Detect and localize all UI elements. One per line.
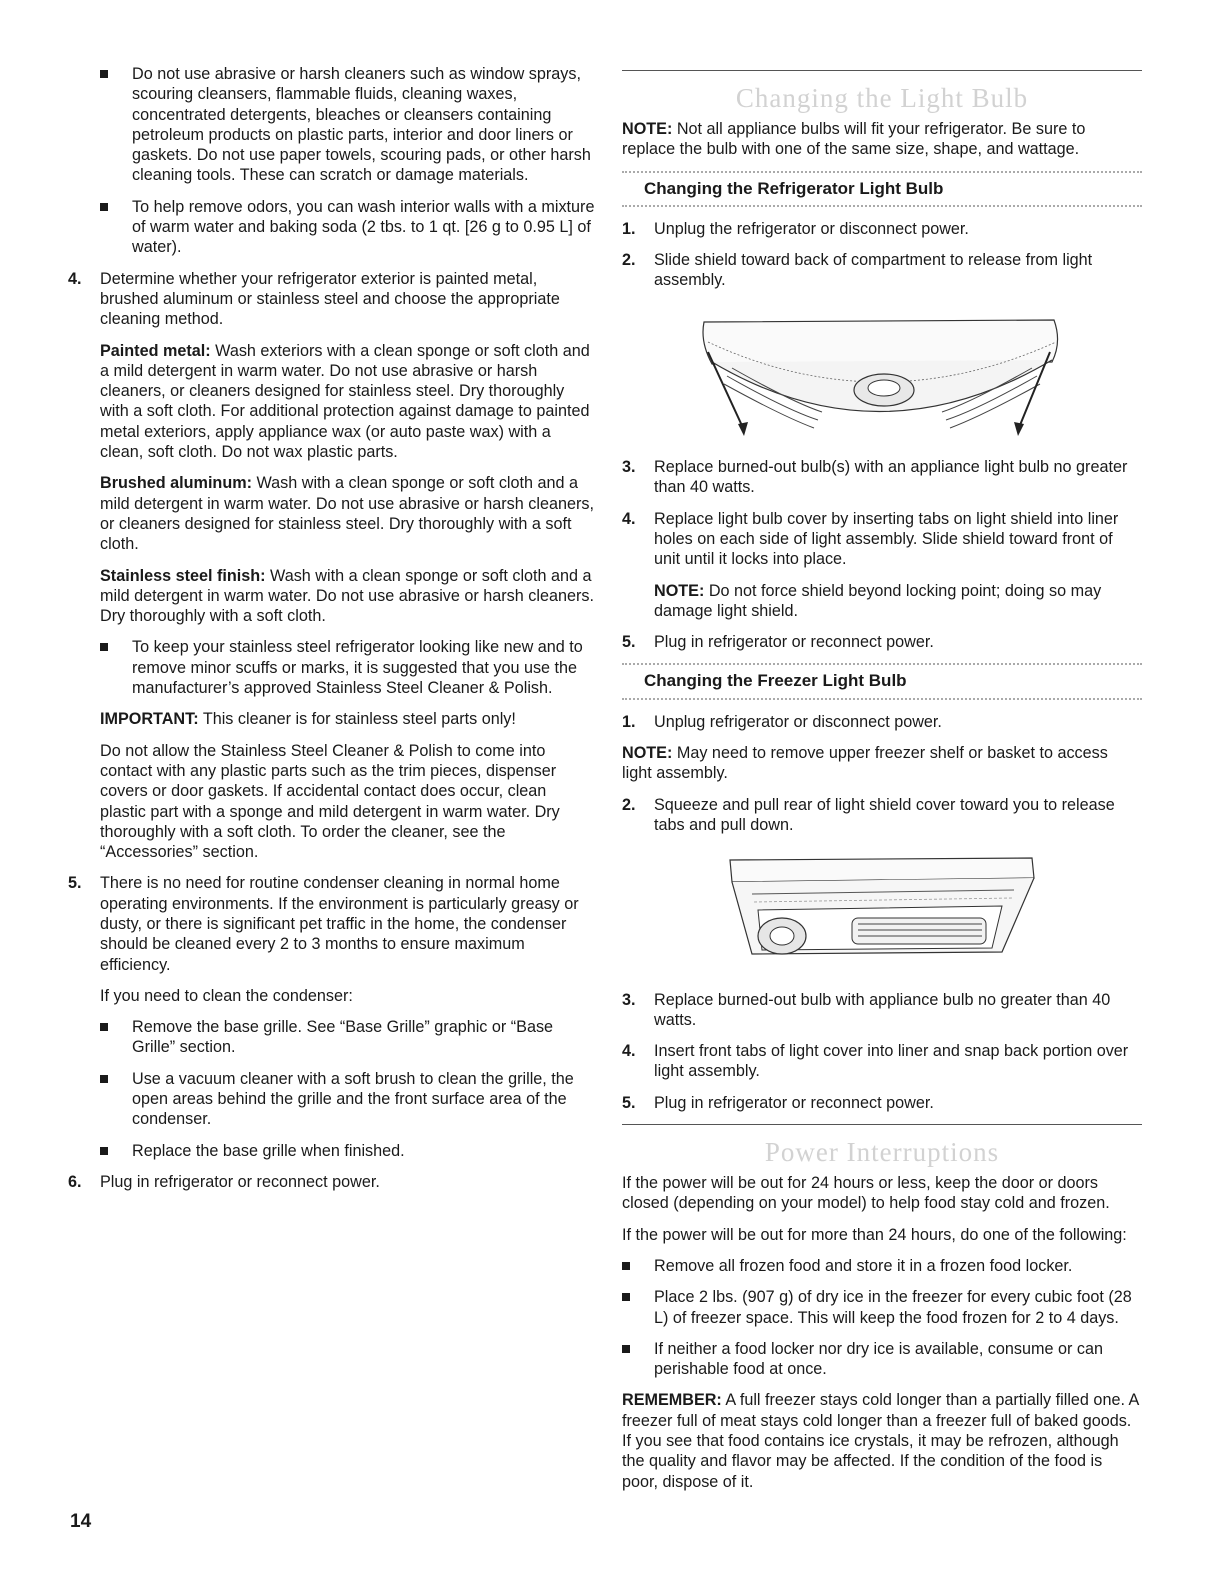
contact-paragraph: Do not allow the Stainless Steel Cleaner & Polish to come into contact with any plastic parts such as the trim pieces, dispenser covers or door gaskets. If accidental contact does occur, clean plastic part with a sponge and mild detergent in warm water. Dry thoroughly with a soft cloth. To order the cleaner, see the “Accessories” section. [100, 741, 560, 862]
section-divider [622, 1124, 1142, 1125]
fridge-step-2: 2. Slide shield toward back of compartment to release from light assembly. [622, 251, 1093, 290]
freezer-light-cover-illustration [622, 846, 1142, 974]
dotted-divider [622, 698, 1142, 700]
freezer-bulb-title: Changing the Freezer Light Bulb [644, 671, 907, 691]
fridge-light-shield-illustration [622, 302, 1142, 442]
list-item: To help remove odors, you can wash interior walls with a mixture of warm water and baking soda (2 tbs. to 1 qt. [26 g to 0.95 L] of water). [100, 197, 595, 258]
step-6: 6. Plug in refrigerator or reconnect power. [68, 1172, 380, 1191]
painted-metal-paragraph: Painted metal: Wash exteriors with a clean sponge or soft cloth and a mild detergent in warm water. Do not use abrasive or harsh cleaners, or cleaners designed for stainless steel. Dry thoroughly with a soft cloth. For additional protection against damage to painted metal exteriors, apply appliance wax (or auto paste wax) with a clean, soft cloth. Do not wax plastic parts. [100, 341, 590, 462]
fridge-step-4: 4. Replace light bulb cover by inserting tabs on light shield into liner holes on each side of light assembly. Slide shield toward front of unit until it locks into place. [622, 509, 1119, 569]
right-column [622, 70, 1142, 1503]
power-paragraph-2: If the power will be out for more than 24 hours, do one of the following: [622, 1225, 1127, 1244]
list-item: Replace the base grille when finished. [100, 1141, 595, 1161]
bulb-note: NOTE: Not all appliance bulbs will fit your refrigerator. Be sure to replace the bulb with one of the same size, shape, and wattage. [622, 120, 1086, 159]
fridge-step-3: 3. Replace burned-out bulb(s) with an appliance light bulb no greater than 40 watts. [622, 458, 1128, 497]
list-item: Remove all frozen food and store it in a frozen food locker. [622, 1256, 1142, 1276]
list-item: If neither a food locker nor dry ice is available, consume or can perishable food at once. [622, 1339, 1142, 1380]
power-paragraph-1: If the power will be out for 24 hours or less, keep the door or doors closed (depending on your model) to help food stay cold and frozen. [622, 1174, 1110, 1213]
freezer-note: NOTE: May need to remove upper freezer shelf or basket to access light assembly. [622, 744, 1108, 783]
left-column [68, 64, 595, 1203]
bullet-square-icon [100, 643, 108, 651]
freezer-step-1: 1. Unplug refrigerator or disconnect power. [622, 712, 942, 731]
important-paragraph: IMPORTANT: This cleaner is for stainless steel parts only! [100, 710, 516, 729]
bullet-square-icon [100, 203, 108, 211]
list-item: To keep your stainless steel refrigerator looking like new and to remove minor scuffs or marks, it is suggested that you use the manufacturer’s approved Stainless Steel Cleaner & Polish. [100, 637, 595, 698]
bullet-square-icon [100, 1023, 108, 1031]
fridge-note: NOTE: Do not force shield beyond locking point; doing so may damage light shield. [654, 581, 1102, 620]
dotted-divider [622, 205, 1142, 207]
fridge-step-1: 1. Unplug the refrigerator or disconnect power. [622, 219, 969, 238]
list-item: Do not use abrasive or harsh cleaners such as window sprays, scouring cleansers, flammable fluids, cleaning waxes, concentrated detergents, bleaches or cleansers containing petroleum products on plastic parts, interior and door liners or gaskets. Do not use paper towels, scouring pads, or other harsh cleaning tools. These can scratch or damage materials. [100, 64, 595, 186]
brushed-aluminum-paragraph: Brushed aluminum: Wash with a clean sponge or soft cloth and a mild detergent in warm water. Do not use abrasive or harsh cleaners, or cleaners designed for stainless steel. Dry thoroughly with a soft cloth. [100, 474, 594, 554]
stainless-steel-paragraph: Stainless steel finish: Wash with a clean sponge or soft cloth and a mild detergent in warm water. Do not use abrasive or harsh cleaners. Dry thoroughly with a soft cloth. [100, 566, 594, 626]
fridge-step-5: 5. Plug in refrigerator or reconnect power. [622, 633, 934, 652]
page-number: 14 [70, 1511, 92, 1532]
freezer-step-4: 4. Insert front tabs of light cover into liner and snap back portion over light assembly. [622, 1042, 1129, 1081]
bullet-square-icon [622, 1345, 630, 1353]
fridge-bulb-title: Changing the Refrigerator Light Bulb [644, 178, 944, 198]
section-title-light-bulb: Changing the Light Bulb [735, 83, 1029, 113]
step-4: 4. Determine whether your refrigerator exterior is painted metal, brushed aluminum or stainless steel and choose the appropriate cleaning method. [68, 269, 560, 329]
section-title-power-interruptions: Power Interruptions [764, 1137, 1000, 1168]
freezer-step-2: 2. Squeeze and pull rear of light shield cover toward you to release tabs and pull down. [622, 795, 1115, 834]
bullet-square-icon [622, 1293, 630, 1301]
bullet-square-icon [622, 1262, 630, 1270]
remember-paragraph: REMEMBER: A full freezer stays cold longer than a partially filled one. A freezer full of meat stays cold longer than a freezer full of baked goods. If you see that food contains ice crystals, it may be refrozen, although the quality and flavor may be affected. If the condition of the food is poor, dispose of it. [622, 1391, 1139, 1491]
freezer-subheading [622, 663, 1142, 699]
freezer-light-figure [622, 846, 1142, 979]
list-item: Place 2 lbs. (907 g) of dry ice in the freezer for every cubic foot (28 L) of freezer space. This will keep the food frozen for 2 to 4 days. [622, 1287, 1142, 1328]
list-item: Remove the base grille. See “Base Grille” graphic or “Base Grille” section. [100, 1017, 595, 1058]
bullet-square-icon [100, 1075, 108, 1083]
condenser-intro: If you need to clean the condenser: [100, 986, 353, 1005]
freezer-step-3: 3. Replace burned-out bulb with appliance bulb no greater than 40 watts. [622, 990, 1111, 1029]
fridge-subheading [622, 171, 1142, 207]
fridge-light-figure [622, 302, 1142, 447]
section-divider [622, 70, 1142, 71]
list-item: Use a vacuum cleaner with a soft brush to clean the grille, the open areas behind the grille and the front surface area of the condenser. [100, 1069, 595, 1130]
bullet-square-icon [100, 1147, 108, 1155]
bullet-square-icon [100, 70, 108, 78]
step-5: 5. There is no need for routine condenser cleaning in normal home operating environments. If the environment is particularly greasy or dusty, or there is significant pet traffic in the home, the condenser should be cleaned every 2 to 3 months to ensure maximum efficiency. [68, 874, 579, 974]
freezer-step-5: 5. Plug in refrigerator or reconnect power. [622, 1093, 934, 1112]
